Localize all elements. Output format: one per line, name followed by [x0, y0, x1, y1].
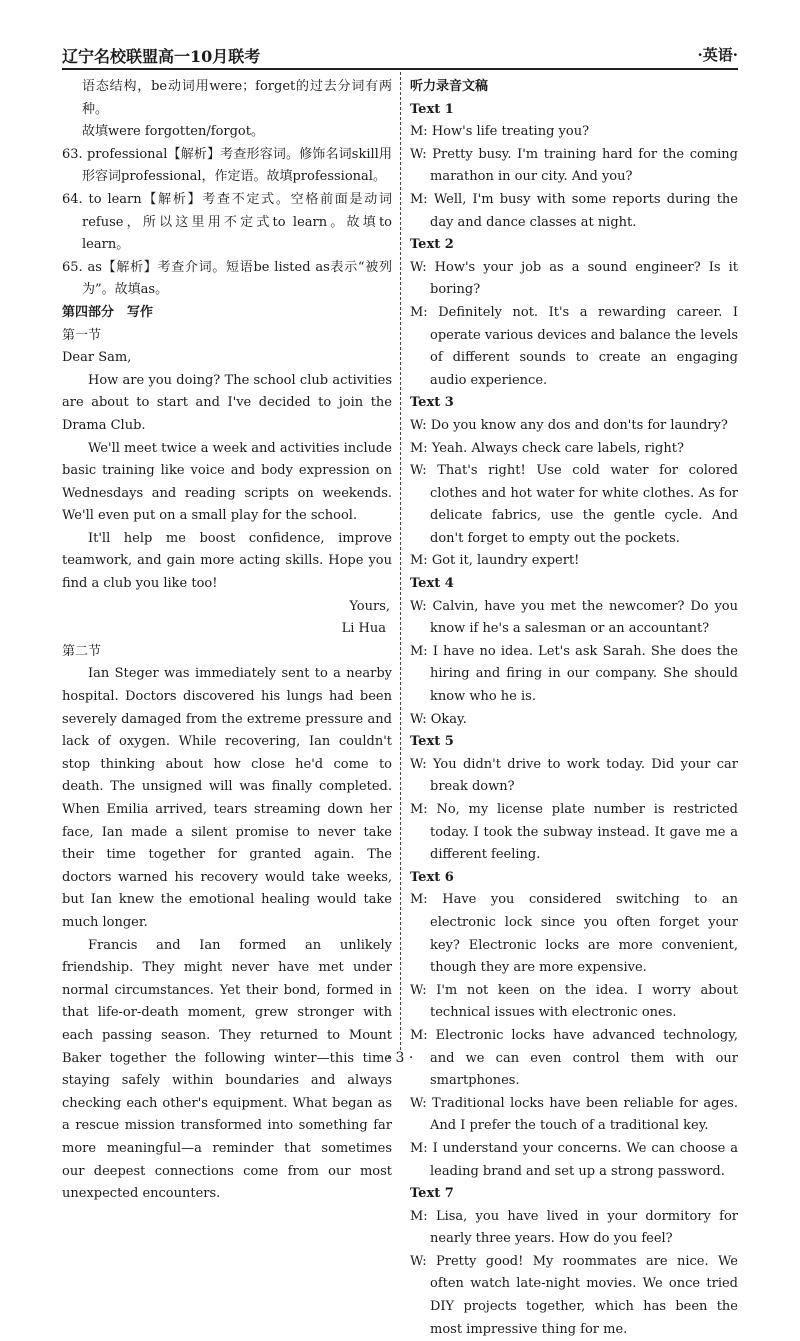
- dialogue-line: W: How's your job as a sound engineer? Is it boring?: [410, 259, 738, 298]
- dialogue-line: W: Calvin, have you met the newcomer? Do you know if he's a salesman or an accountant?: [410, 598, 738, 637]
- answer-63: 63. professional【解析】考查形容词。修饰名词skill用形容词professional，作定语。故填professional。: [62, 146, 392, 185]
- transcript-title: 听力录音文稿: [410, 79, 489, 94]
- section-heading-writing: 第四部分 写作: [62, 304, 154, 320]
- letter-salutation: Dear Sam,: [62, 350, 132, 366]
- answer-65: 65. as【解析】考查介词。短语be listed as表示“被列为”。故填as。: [62, 259, 392, 298]
- text-heading: Text 2: [410, 237, 454, 253]
- dialogue-line: M: How's life treating you?: [410, 124, 590, 140]
- text-heading: Text 3: [410, 395, 454, 411]
- dialogue-line: M: I have no idea. Let's ask Sarah. She does the hiring and firing in our company. She should know who he is.: [410, 643, 738, 705]
- letter-closing: Yours,: [349, 598, 390, 614]
- dialogue-line: M: Electronic locks have advanced technology, and we can even control them with our smartphones.: [410, 1027, 738, 1089]
- story-paragraph: Francis and Ian formed an unlikely friendship. They might never have met under normal circumstances. Yet their bond, formed in that life-or-death moment, grew stronger with each passing season. They returned to Mount Baker together the following winter—this time staying safely within boundaries and always checking each other's equipment. What began as a rescue mission transformed into something far more meaningful—a reminder that sometimes our deepest connections come from our most unexpected encounters.: [62, 937, 392, 1202]
- dialogue-line: M: Have you considered switching to an electronic lock since you often forget your key? Electronic locks are more convenient, though they are more expensive.: [410, 892, 738, 976]
- dialogue-line: W: I'm not keen on the idea. I worry about technical issues with electronic ones.: [410, 982, 738, 1021]
- subsection-heading-2: 第二节: [62, 643, 102, 659]
- dialogue-line: M: Yeah. Always check care labels, right?: [410, 440, 684, 456]
- story-paragraph: Ian Steger was immediately sent to a nearby hospital. Doctors discovered his lungs had been severely damaged from the extreme pressure and lack of oxygen. While recovering, Ian couldn't stop thinking about how close he'd come to death. The unsigned will was finally completed. When Emilia arrived, tears streaming down her face, Ian made a silent promise to never take their time together for granted again. The doctors warned his recovery would take weeks, but Ian knew the emotional healing would take much longer.: [62, 666, 392, 930]
- text-heading: Text 5: [410, 734, 454, 750]
- dialogue-line: W: Do you know any dos and don'ts for laundry?: [410, 417, 728, 433]
- letter-signature: Li Hua: [341, 621, 386, 637]
- dialogue-line: M: I understand your concerns. We can choose a leading brand and set up a strong password.: [410, 1140, 738, 1179]
- text-heading: Text 7: [410, 1186, 454, 1202]
- dialogue-line: W: Pretty busy. I'm training hard for the coming marathon in our city. And you?: [410, 146, 738, 185]
- subsection-heading-1: 第一节: [62, 327, 102, 343]
- answer-62-conclusion: 故填were forgotten/forgot。: [82, 124, 264, 140]
- text-heading: Text 4: [410, 576, 454, 592]
- dialogue-line: M: Definitely not. It's a rewarding career. I operate various devices and balance the levels of different sounds to create an engaging audio experience.: [410, 304, 738, 388]
- answer-64: 64. to learn【解析】考查不定式。空格前面是动词refuse，所以这里用不定式to learn。故填to learn。: [62, 191, 392, 253]
- text-heading: Text 6: [410, 869, 454, 885]
- dialogue-line: W: Traditional locks have been reliable for ages. And I prefer the touch of a traditional key.: [410, 1095, 738, 1134]
- dialogue-line: M: Lisa, you have lived in your dormitory for nearly three years. How do you feel?: [410, 1208, 738, 1247]
- text-heading: Text 1: [410, 101, 454, 117]
- right-column: [410, 76, 738, 1341]
- left-column: [62, 76, 392, 1206]
- answer-62-continued: 语态结构，be动词用were；forget的过去分词有两种。: [82, 79, 392, 117]
- column-divider: [400, 72, 401, 1050]
- exam-title: 辽宁名校联盟高一10月联考: [62, 47, 261, 66]
- dialogue-line: M: Got it, laundry expert!: [410, 553, 580, 569]
- letter-paragraph: How are you doing? The school club activities are about to start and I've decided to join the Drama Club.: [62, 372, 392, 433]
- page-number: · 3 ·: [386, 1050, 414, 1066]
- page-header: [62, 40, 738, 70]
- dialogue-line: W: That's right! Use cold water for colored clothes and hot water for white clothes. As for delicate fabrics, use the gentle cycle. And don't forget to empty out the pockets.: [410, 463, 738, 546]
- subject-label: ·英语·: [697, 46, 738, 64]
- dialogue-line: W: Okay.: [410, 711, 467, 727]
- dialogue-line: W: Pretty good! My roommates are nice. We often watch late-night movies. We once tried DIY projects together, which has been the most impressive thing for me.: [410, 1253, 738, 1337]
- dialogue-line: W: You didn't drive to work today. Did your car break down?: [410, 756, 738, 795]
- letter-paragraph: It'll help me boost confidence, improve teamwork, and gain more acting skills. Hope you find a club you like too!: [62, 530, 392, 592]
- dialogue-line: M: Well, I'm busy with some reports during the day and dance classes at night.: [410, 191, 738, 230]
- dialogue-line: M: No, my license plate number is restricted today. I took the subway instead. It gave me a different feeling.: [410, 802, 738, 863]
- letter-paragraph: We'll meet twice a week and activities include basic training like voice and body expression on Wednesdays and reading scripts on weekends. We'll even put on a small play for the school.: [62, 440, 392, 524]
